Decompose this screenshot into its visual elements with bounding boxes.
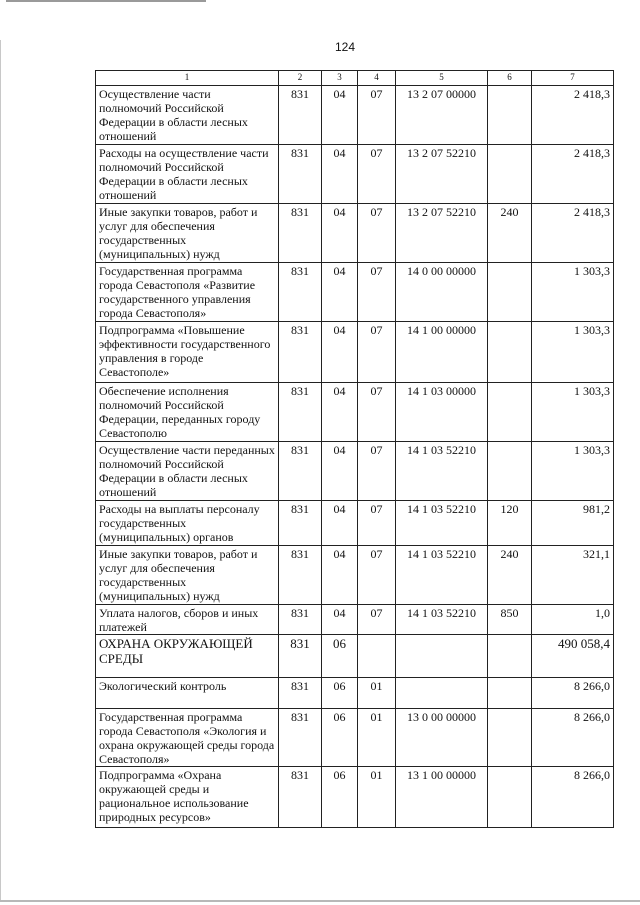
row-section: 04 [322,605,358,635]
row-target-article [396,635,488,678]
table-row [96,263,614,322]
column-header: 6 [488,71,532,86]
row-target-article: 14 1 03 52210 [396,442,488,501]
row-amount: 321,1 [532,546,614,605]
row-expense-type [488,263,532,322]
row-name: Расходы на осуществление части полномочий Российской Федерации в области лесных отношений [96,145,279,204]
table-row [96,204,614,263]
column-header: 5 [396,71,488,86]
row-section: 04 [322,383,358,442]
row-section: 04 [322,263,358,322]
row-code: 831 [279,204,322,263]
row-amount: 8 266,0 [532,678,614,709]
row-amount: 1 303,3 [532,383,614,442]
row-target-article: 14 1 03 00000 [396,383,488,442]
row-target-article: 14 1 03 52210 [396,501,488,546]
table-row [96,322,614,383]
row-code: 831 [279,767,322,828]
row-section: 04 [322,501,358,546]
row-name: ОХРАНА ОКРУЖАЮЩЕЙ СРЕДЫ [96,635,279,678]
row-amount: 8 266,0 [532,767,614,828]
row-section: 04 [322,86,358,145]
row-code: 831 [279,546,322,605]
row-section: 04 [322,322,358,383]
row-subsection: 07 [358,605,396,635]
table-row [96,442,614,501]
row-code: 831 [279,86,322,145]
table-row [96,145,614,204]
row-code: 831 [279,709,322,767]
row-target-article: 14 1 00 00000 [396,322,488,383]
table-row [96,383,614,442]
row-subsection: 07 [358,546,396,605]
row-subsection: 07 [358,145,396,204]
row-section: 06 [322,767,358,828]
row-subsection: 07 [358,86,396,145]
row-amount: 2 418,3 [532,204,614,263]
row-target-article: 13 1 00 00000 [396,767,488,828]
row-subsection: 07 [358,501,396,546]
row-expense-type: 120 [488,501,532,546]
row-subsection: 07 [358,383,396,442]
row-name: Осуществление части переданных полномочий Российской Федерации в области лесных отношений [96,442,279,501]
row-code: 831 [279,442,322,501]
row-amount: 1 303,3 [532,263,614,322]
row-name: Расходы на выплаты персоналу государственных (муниципальных) органов [96,501,279,546]
row-subsection: 01 [358,678,396,709]
row-expense-type [488,322,532,383]
row-code: 831 [279,605,322,635]
row-subsection [358,635,396,678]
row-name: Обеспечение исполнения полномочий Российской Федерации, переданных городу Севастополю [96,383,279,442]
row-code: 831 [279,322,322,383]
row-amount: 1 303,3 [532,322,614,383]
row-code: 831 [279,383,322,442]
row-section: 06 [322,678,358,709]
row-target-article: 13 0 00 00000 [396,709,488,767]
row-target-article: 14 1 03 52210 [396,605,488,635]
table-row [96,86,614,145]
row-subsection: 07 [358,322,396,383]
row-name: Государственная программа города Севастополя «Экология и охрана окружающей среды города Севастополя» [96,709,279,767]
row-target-article [396,678,488,709]
row-subsection: 07 [358,263,396,322]
row-amount: 8 266,0 [532,709,614,767]
row-expense-type [488,86,532,145]
row-code: 831 [279,145,322,204]
row-amount: 490 058,4 [532,635,614,678]
row-subsection: 07 [358,442,396,501]
row-section: 04 [322,204,358,263]
row-expense-type [488,709,532,767]
row-target-article: 13 2 07 52210 [396,204,488,263]
row-target-article: 14 0 00 00000 [396,263,488,322]
row-code: 831 [279,501,322,546]
row-expense-type: 240 [488,546,532,605]
row-code: 831 [279,635,322,678]
row-name: Экологический контроль [96,678,279,709]
row-amount: 2 418,3 [532,145,614,204]
table-header-row [96,71,614,86]
row-expense-type [488,442,532,501]
row-name: Государственная программа города Севастополя «Развитие государственного управления города Севастополя» [96,263,279,322]
row-name: Иные закупки товаров, работ и услуг для обеспечения государственных (муниципальных) нужд [96,546,279,605]
table-row [96,678,614,709]
table-row [96,709,614,767]
table-row [96,605,614,635]
row-section: 04 [322,442,358,501]
row-name: Уплата налогов, сборов и иных платежей [96,605,279,635]
row-expense-type [488,767,532,828]
row-section: 06 [322,709,358,767]
row-code: 831 [279,263,322,322]
table-row [96,767,614,828]
row-name: Иные закупки товаров, работ и услуг для обеспечения государственных (муниципальных) нужд [96,204,279,263]
row-section: 06 [322,635,358,678]
row-amount: 2 418,3 [532,86,614,145]
row-expense-type: 850 [488,605,532,635]
scan-edge-top [6,0,206,2]
column-header: 2 [279,71,322,86]
row-expense-type [488,635,532,678]
row-expense-type [488,678,532,709]
row-amount: 1 303,3 [532,442,614,501]
column-header: 1 [96,71,279,86]
table-row [96,501,614,546]
row-target-article: 13 2 07 00000 [396,86,488,145]
row-code: 831 [279,678,322,709]
row-target-article: 13 2 07 52210 [396,145,488,204]
row-target-article: 14 1 03 52210 [396,546,488,605]
column-header: 4 [358,71,396,86]
row-section: 04 [322,546,358,605]
row-name: Подпрограмма «Охрана окружающей среды и рациональное использование природных ресурсов» [96,767,279,828]
row-subsection: 01 [358,767,396,828]
row-amount: 1,0 [532,605,614,635]
page-number: 124 [334,40,356,54]
row-name: Подпрограмма «Повышение эффективности государственного управления в городе Севастополе» [96,322,279,383]
row-subsection: 01 [358,709,396,767]
column-header: 7 [532,71,614,86]
row-expense-type [488,383,532,442]
row-name: Осуществление части полномочий Российской Федерации в области лесных отношений [96,86,279,145]
column-header: 3 [322,71,358,86]
table-row [96,635,614,678]
budget-table [95,70,614,828]
scan-edge-bottom [0,900,640,902]
row-amount: 981,2 [532,501,614,546]
scan-edge-left [0,40,1,900]
row-section: 04 [322,145,358,204]
row-expense-type: 240 [488,204,532,263]
row-subsection: 07 [358,204,396,263]
row-expense-type [488,145,532,204]
table-row [96,546,614,605]
